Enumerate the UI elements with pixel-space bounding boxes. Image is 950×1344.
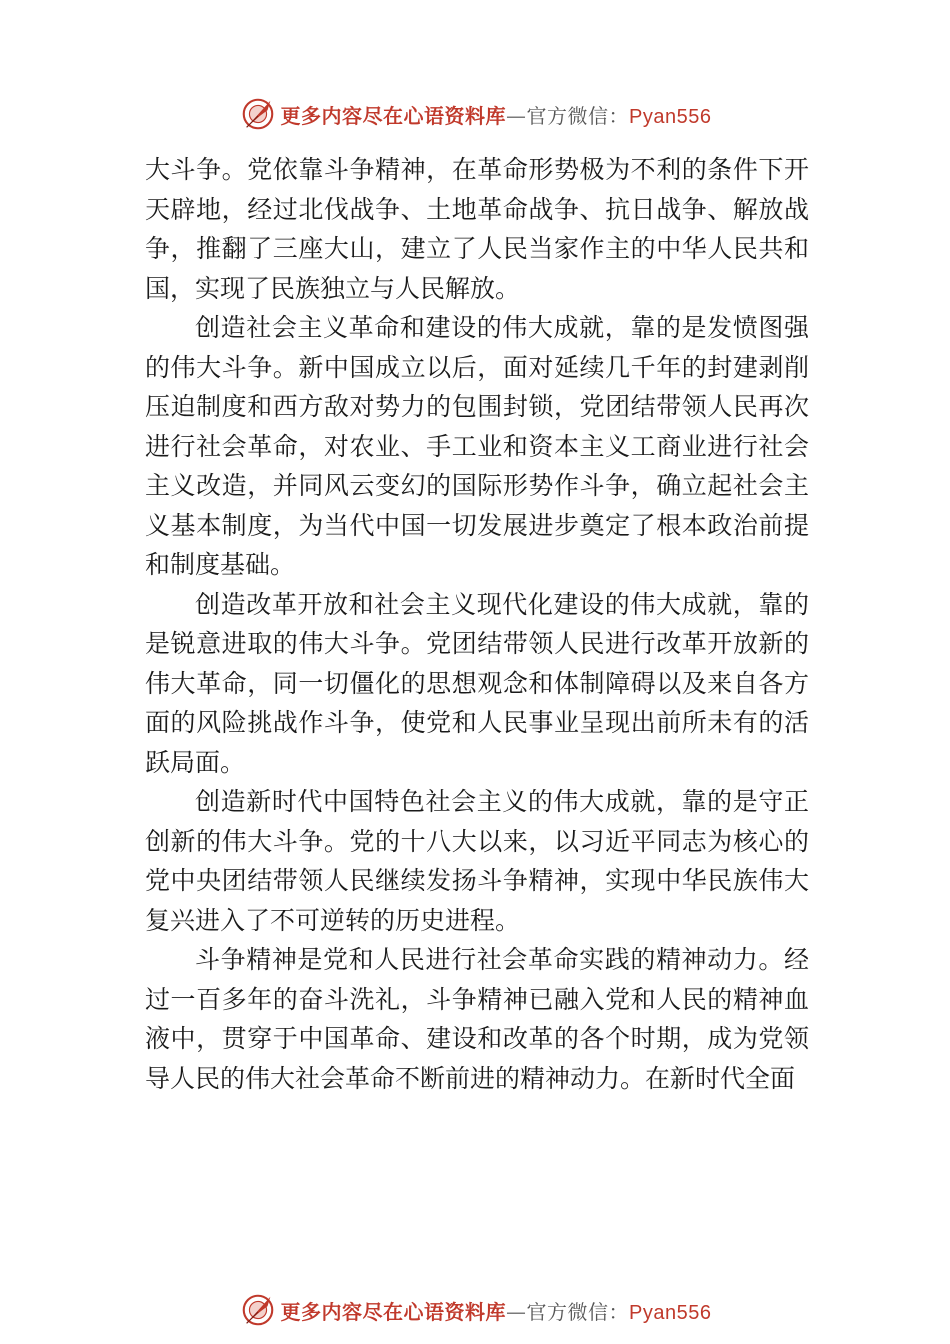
document-body bbox=[145, 150, 809, 1098]
paragraph-3: 创造改革开放和社会主义现代化建设的伟大成就，靠的是锐意进取的伟大斗争。党团结带领人民进行改革开放新的伟大革命，同一切僵化的思想观念和体制障碍以及来自各方面的风险挑战作斗争，使党和人民事业呈现出前所未有的活跃局面。 bbox=[145, 589, 809, 777]
wechat-label: 官方微信： bbox=[526, 103, 630, 128]
separator: — bbox=[506, 1299, 527, 1324]
banner-text bbox=[281, 100, 712, 129]
quill-pen-icon bbox=[239, 1291, 277, 1329]
header-banner bbox=[0, 92, 950, 136]
footer-banner bbox=[0, 1288, 950, 1332]
paragraph-1: 大斗争。党依靠斗争精神，在革命形势极为不利的条件下开天辟地，经过北伐战争、土地革命战争、抗日战争、解放战争，推翻了三座大山，建立了人民当家作主的中华人民共和国，实现了民族独立与人民解放。 bbox=[145, 155, 809, 303]
separator: — bbox=[506, 103, 527, 128]
wechat-id: Pyan556 bbox=[629, 105, 712, 128]
wechat-id: Pyan556 bbox=[629, 1301, 712, 1324]
brand-text: 更多内容尽在心语资料库 bbox=[280, 1299, 507, 1324]
paragraph-4: 创造新时代中国特色社会主义的伟大成就，靠的是守正创新的伟大斗争。党的十八大以来，以习近平同志为核心的党中央团结带领人民继续发扬斗争精神，实现中华民族伟大复兴进入了不可逆转的历史进程。 bbox=[145, 787, 809, 935]
brand-text: 更多内容尽在心语资料库 bbox=[280, 103, 507, 128]
paragraph-2: 创造社会主义革命和建设的伟大成就，靠的是发愤图强的伟大斗争。新中国成立以后，面对延续几千年的封建剥削压迫制度和西方敌对势力的包围封锁，党团结带领人民再次进行社会革命，对农业、手工业和资本主义工商业进行社会主义改造，并同风云变幻的国际形势作斗争，确立起社会主义基本制度，为当代中国一切发展进步奠定了根本政治前提和制度基础。 bbox=[145, 313, 809, 579]
wechat-label: 官方微信： bbox=[526, 1299, 630, 1324]
banner-text bbox=[281, 1296, 712, 1325]
paragraph-5: 斗争精神是党和人民进行社会革命实践的精神动力。经过一百多年的奋斗洗礼，斗争精神已融入党和人民的精神血液中，贯穿于中国革命、建设和改革的各个时期，成为党领导人民的伟大社会革命不断前进的精神动力。在新时代全面 bbox=[145, 945, 809, 1093]
quill-pen-icon bbox=[239, 95, 277, 133]
